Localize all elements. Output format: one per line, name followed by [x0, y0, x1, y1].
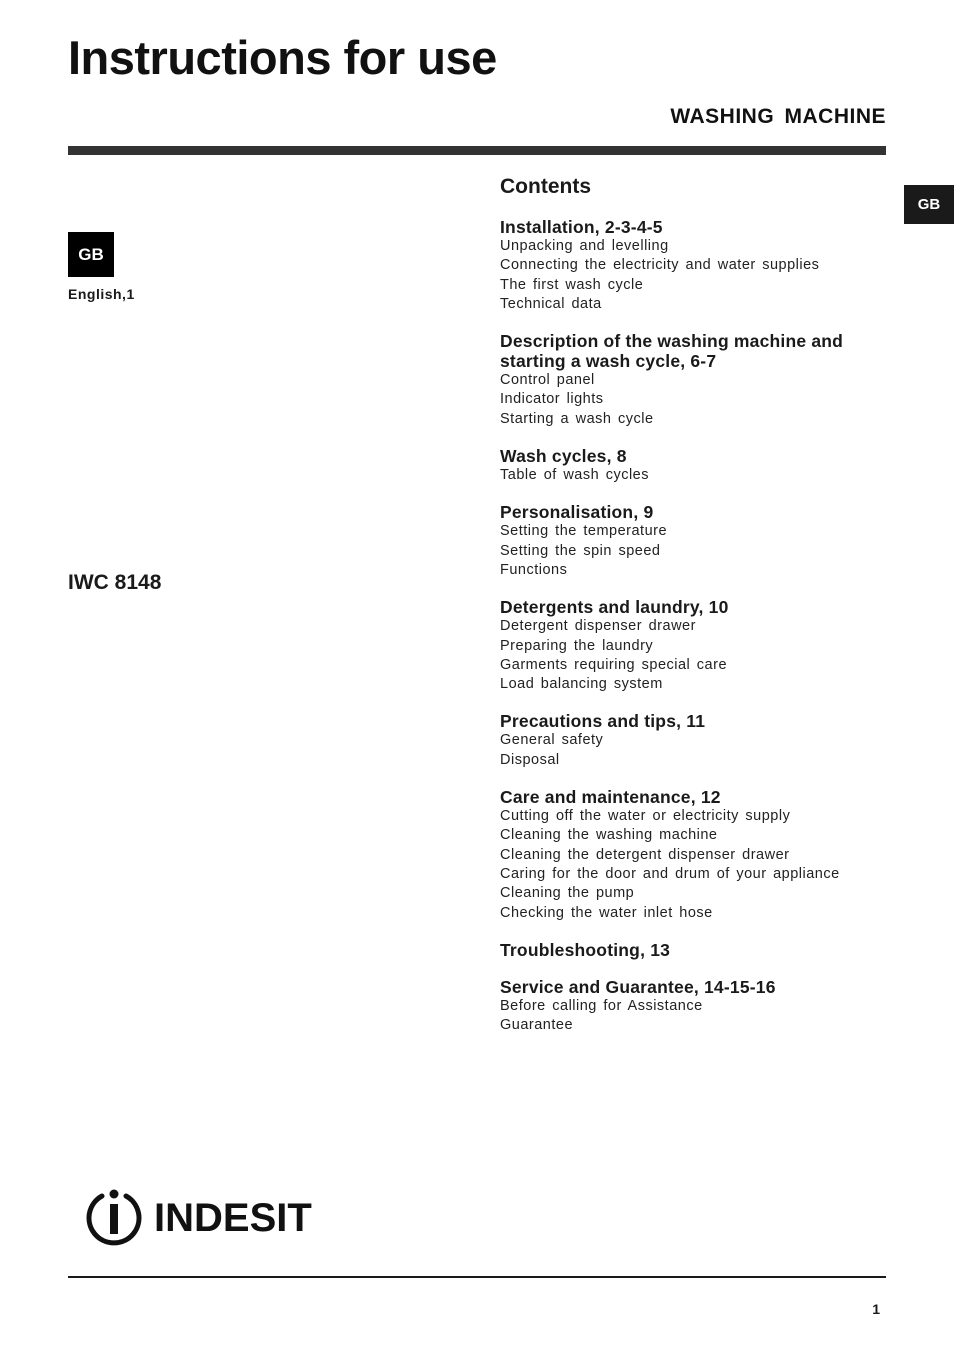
language-label: English,1 — [68, 286, 135, 302]
contents-section — [500, 502, 900, 580]
contents-section — [500, 331, 900, 429]
section-item: Guarantee — [500, 1017, 574, 1034]
model-number: IWC 8148 — [68, 571, 162, 594]
section-title: Service and Guarantee, 14-15-16 — [500, 976, 776, 997]
section-item: Setting the temperature — [500, 523, 668, 540]
section-title: Troubleshooting, 13 — [500, 939, 671, 960]
indesit-i-logo-icon — [84, 1184, 316, 1246]
section-title: Detergents and laundry, 10 — [500, 597, 729, 618]
section-items — [500, 371, 900, 429]
section-item: Connecting the electricity and water supplies — [500, 257, 820, 274]
section-item: Technical data — [500, 295, 602, 312]
section-item: Detergent dispenser drawer — [500, 618, 696, 635]
section-item: Cutting off the water or electricity supply — [500, 808, 791, 825]
section-item: Garments requiring special care — [500, 656, 728, 673]
section-title: Installation, 2-3-4-5 — [500, 217, 663, 237]
product-type: WASHING MACHINE — [670, 105, 886, 128]
logo-wordmark: INDESIT — [154, 1196, 312, 1240]
section-item: Unpacking and levelling — [500, 238, 669, 254]
contents-sections — [500, 217, 900, 1035]
footer-divider — [68, 1276, 886, 1278]
section-item: General safety — [500, 732, 604, 749]
indesit-logo — [84, 1184, 316, 1251]
section-items — [500, 731, 900, 770]
section-item: Disposal — [500, 751, 560, 768]
section-item: Cleaning the washing machine — [500, 827, 718, 844]
section-item: Cleaning the pump — [500, 885, 635, 902]
section-title: Care and maintenance, 12 — [500, 787, 721, 808]
page-number: 1 — [872, 1301, 880, 1317]
section-item: Caring for the door and drum of your appliance — [500, 865, 840, 882]
section-items — [500, 466, 900, 485]
section-item: Load balancing system — [500, 676, 663, 693]
contents-section — [500, 446, 900, 485]
language-side-tab: GB — [904, 185, 954, 224]
header-divider — [68, 146, 886, 155]
section-item: Before calling for Assistance — [500, 997, 703, 1014]
contents-section — [500, 940, 900, 960]
contents-heading: Contents — [500, 175, 591, 198]
section-title: Personalisation, 9 — [500, 502, 654, 523]
section-title: Wash cycles, 8 — [500, 446, 627, 467]
section-item: Cleaning the detergent dispenser drawer — [500, 846, 790, 863]
contents-section — [500, 787, 900, 923]
section-items — [500, 237, 900, 314]
section-item: Starting a wash cycle — [500, 410, 654, 427]
section-items — [500, 617, 900, 694]
section-item: Setting the spin speed — [500, 542, 661, 559]
contents-section — [500, 217, 900, 314]
page-title: Instructions for use — [68, 31, 497, 84]
section-item: Preparing the laundry — [500, 637, 654, 654]
section-item: Functions — [500, 561, 568, 578]
section-title: Description of the washing machine and starting a wash cycle, 6-7 — [500, 331, 844, 372]
section-items — [500, 522, 900, 580]
section-item: Checking the water inlet hose — [500, 904, 713, 921]
section-items — [500, 997, 900, 1036]
section-item: Table of wash cycles — [500, 467, 649, 484]
table-of-contents — [500, 175, 900, 1052]
contents-section — [500, 977, 900, 1036]
contents-section — [500, 597, 900, 694]
language-badge: GB — [68, 232, 114, 277]
section-item: The first wash cycle — [500, 276, 644, 293]
contents-section — [500, 711, 900, 770]
section-title: Precautions and tips, 11 — [500, 711, 706, 732]
section-items — [500, 807, 900, 923]
section-item: Control panel — [500, 372, 595, 389]
section-item: Indicator lights — [500, 391, 604, 408]
